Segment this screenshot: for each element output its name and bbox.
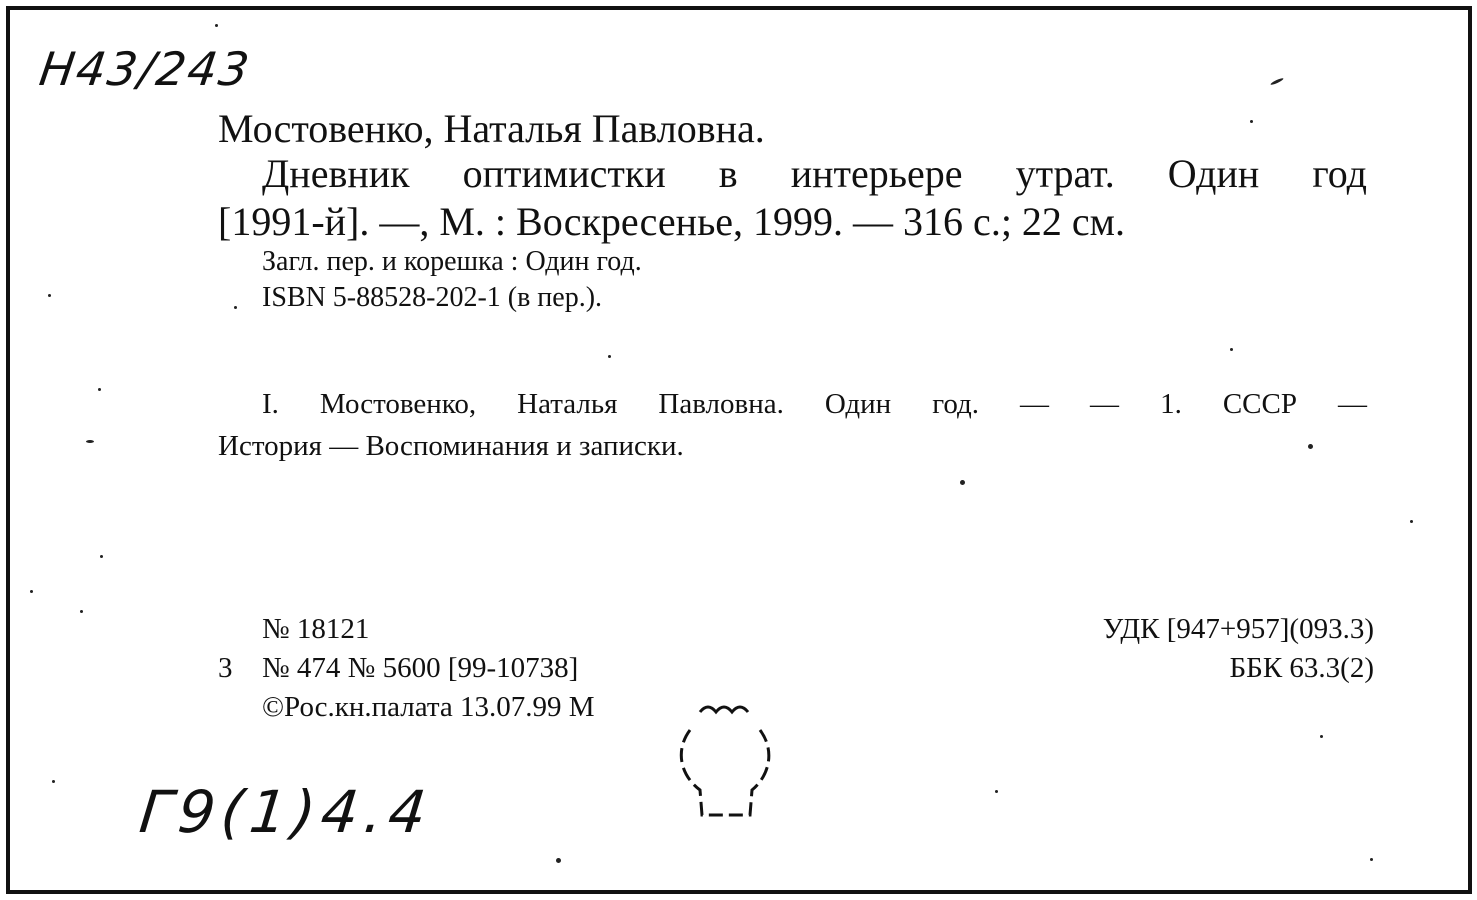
stamp-mark bbox=[670, 700, 780, 830]
card-number: № 18121 bbox=[262, 613, 370, 645]
order-numbers: № 474 № 5600 [99-10738] bbox=[262, 652, 579, 684]
scan-speck bbox=[556, 858, 561, 863]
scan-speck bbox=[608, 355, 611, 358]
isbn-line: ISBN 5-88528-202-1 (в пер.). bbox=[262, 282, 603, 313]
scan-speck bbox=[86, 440, 94, 443]
title-line-2: [1991-й]. —, М. : Воскресенье, 1999. — 316 с.; 22 см. bbox=[218, 199, 1125, 244]
handwritten-shelf-mark: Н43/243 bbox=[36, 42, 255, 96]
scan-speck bbox=[1370, 858, 1373, 861]
bbk-code: ББК 63.3(2) bbox=[1229, 652, 1374, 684]
title-line-1: Дневник оптимистки в интерьере утрат. Один год bbox=[262, 151, 1367, 196]
scan-speck bbox=[100, 555, 103, 558]
tracing-line-1: I. Мостовенко, Наталья Павловна. Один год. — — 1. СССР — bbox=[262, 388, 1367, 420]
scan-speck bbox=[48, 294, 51, 297]
scan-speck bbox=[1270, 77, 1284, 86]
scan-speck bbox=[960, 480, 965, 485]
author-heading: Мостовенко, Наталья Павловна. bbox=[218, 106, 765, 151]
scan-speck bbox=[1230, 348, 1233, 351]
handwritten-classification: Г9(1)4.4 bbox=[136, 778, 436, 846]
copyright-line: ©Рос.кн.палата 13.07.99 М bbox=[262, 691, 595, 723]
scan-speck bbox=[234, 306, 237, 309]
scan-speck bbox=[1250, 120, 1253, 123]
scan-speck bbox=[215, 24, 218, 27]
scan-speck bbox=[30, 590, 33, 593]
scan-speck bbox=[52, 780, 55, 783]
scan-speck bbox=[98, 388, 101, 391]
scan-speck bbox=[1410, 520, 1413, 523]
tracing-line-2: История — Воспоминания и записки. bbox=[218, 430, 684, 462]
scan-speck bbox=[80, 610, 83, 613]
udk-code: УДК [947+957](093.3) bbox=[1102, 613, 1374, 645]
title-note: Загл. пер. и корешка : Один год. bbox=[262, 246, 642, 277]
catalog-card bbox=[6, 6, 1472, 894]
scan-speck bbox=[1308, 444, 1313, 449]
scan-speck bbox=[995, 790, 998, 793]
scan-speck bbox=[1320, 735, 1323, 738]
card-count: 3 bbox=[218, 652, 233, 684]
